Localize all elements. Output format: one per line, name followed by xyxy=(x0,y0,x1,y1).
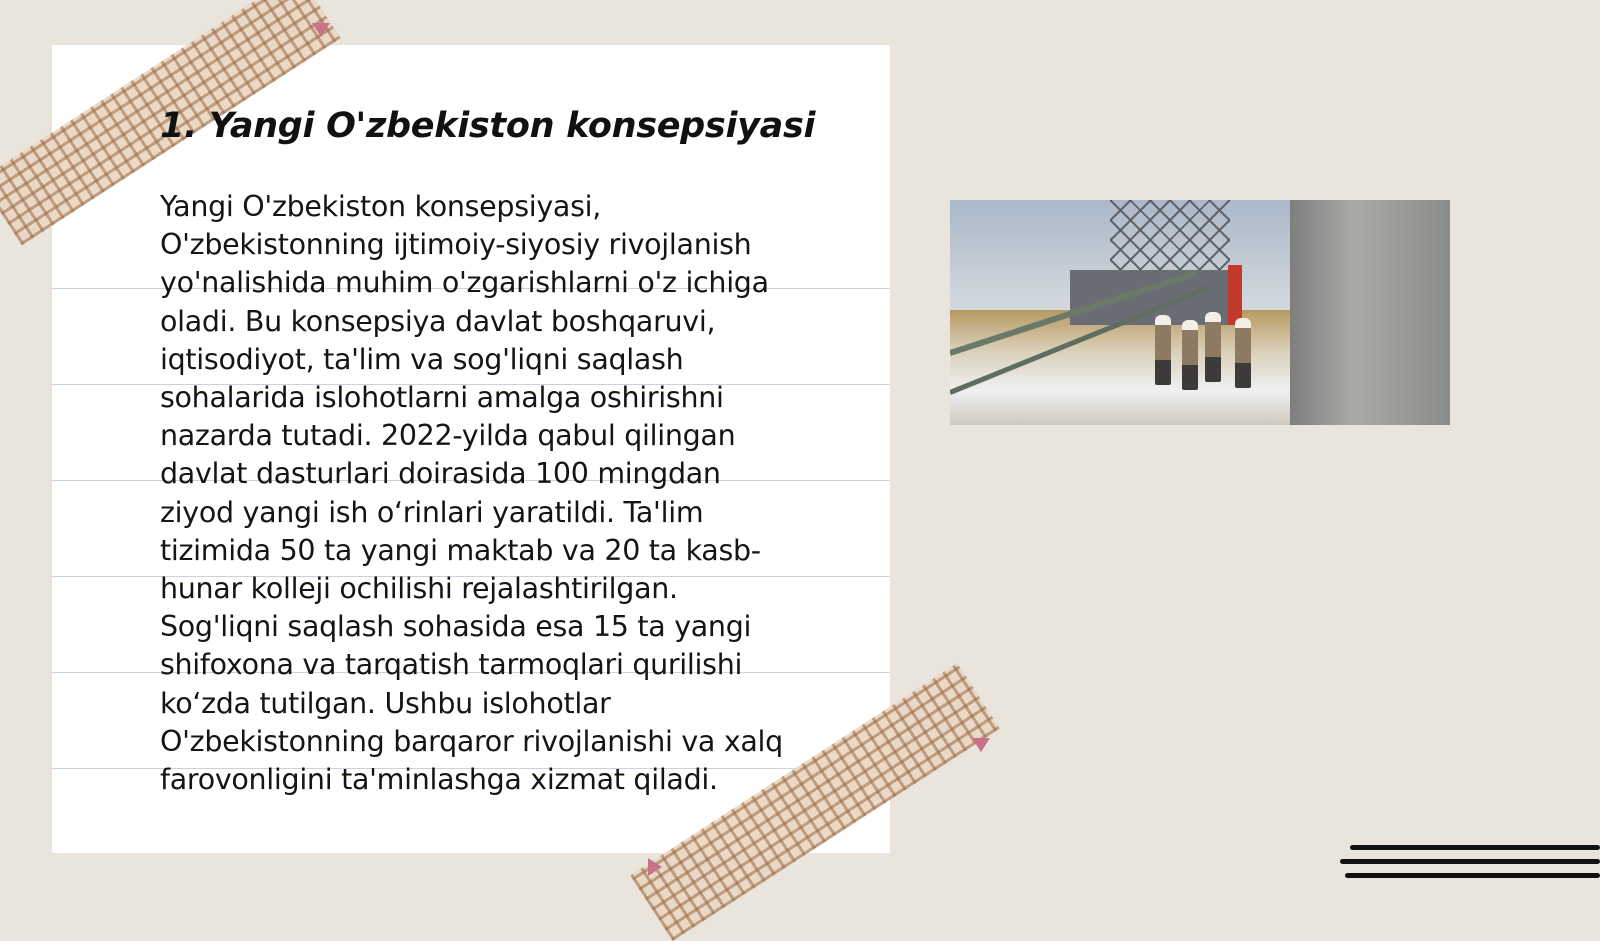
oil-rig-photo xyxy=(950,200,1450,425)
body-line: shifoxona va tarqatish tarmoqlari qurilishi xyxy=(160,648,743,682)
body-line: O'zbekistonning ijtimoiy-siyosiy rivojlanish xyxy=(160,228,752,262)
body-line: Sog'liqni saqlash sohasida esa 15 ta yangi xyxy=(160,610,752,644)
deco-line xyxy=(1340,859,1600,864)
body-line: O'zbekistonning barqaror rivojlanishi va xalq xyxy=(160,724,783,758)
body-line: hunar kolleji ochilishi rejalashtirilgan. xyxy=(160,572,678,606)
deco-line xyxy=(1350,845,1600,850)
tape-pin-icon xyxy=(312,23,330,37)
decorative-lines xyxy=(1340,840,1600,900)
tape-pin-icon xyxy=(972,738,990,752)
worker-figure xyxy=(1182,320,1198,390)
slide-title: 1. Yangi O'zbekiston konsepsiyasi xyxy=(160,106,816,146)
body-line: yo'nalishida muhim o'zgarishlarni o'z ichiga xyxy=(160,266,769,300)
tape-pin-icon xyxy=(648,858,662,876)
body-line: davlat dasturlari doirasida 100 mingdan xyxy=(160,457,721,491)
body-line: Yangi O'zbekiston konsepsiyasi, xyxy=(160,190,602,223)
red-pipe xyxy=(1228,265,1242,325)
worker-figure xyxy=(1155,315,1171,385)
deco-line xyxy=(1345,873,1600,878)
body-line: ko‘zda tutilgan. Ushbu islohotlar xyxy=(160,686,611,720)
slide-body-text xyxy=(160,188,840,799)
worker-figure xyxy=(1235,318,1251,388)
body-line: farovonligini ta'minlashga xizmat qiladi. xyxy=(160,763,718,797)
body-line: nazarda tutadi. 2022-yilda qabul qilingan xyxy=(160,419,736,453)
body-line: oladi. Bu konsepsiya davlat boshqaruvi, xyxy=(160,304,716,338)
worker-figure xyxy=(1205,312,1221,382)
body-line: ziyod yangi ish o‘rinlari yaratildi. Ta'lim xyxy=(160,495,704,529)
body-line: sohalarida islohotlarni amalga oshirishni xyxy=(160,381,724,415)
body-line: iqtisodiyot, ta'lim va sog'liqni saqlash xyxy=(160,342,684,376)
storage-tank xyxy=(1290,200,1450,425)
body-line: tizimida 50 ta yangi maktab va 20 ta kasb- xyxy=(160,533,761,567)
